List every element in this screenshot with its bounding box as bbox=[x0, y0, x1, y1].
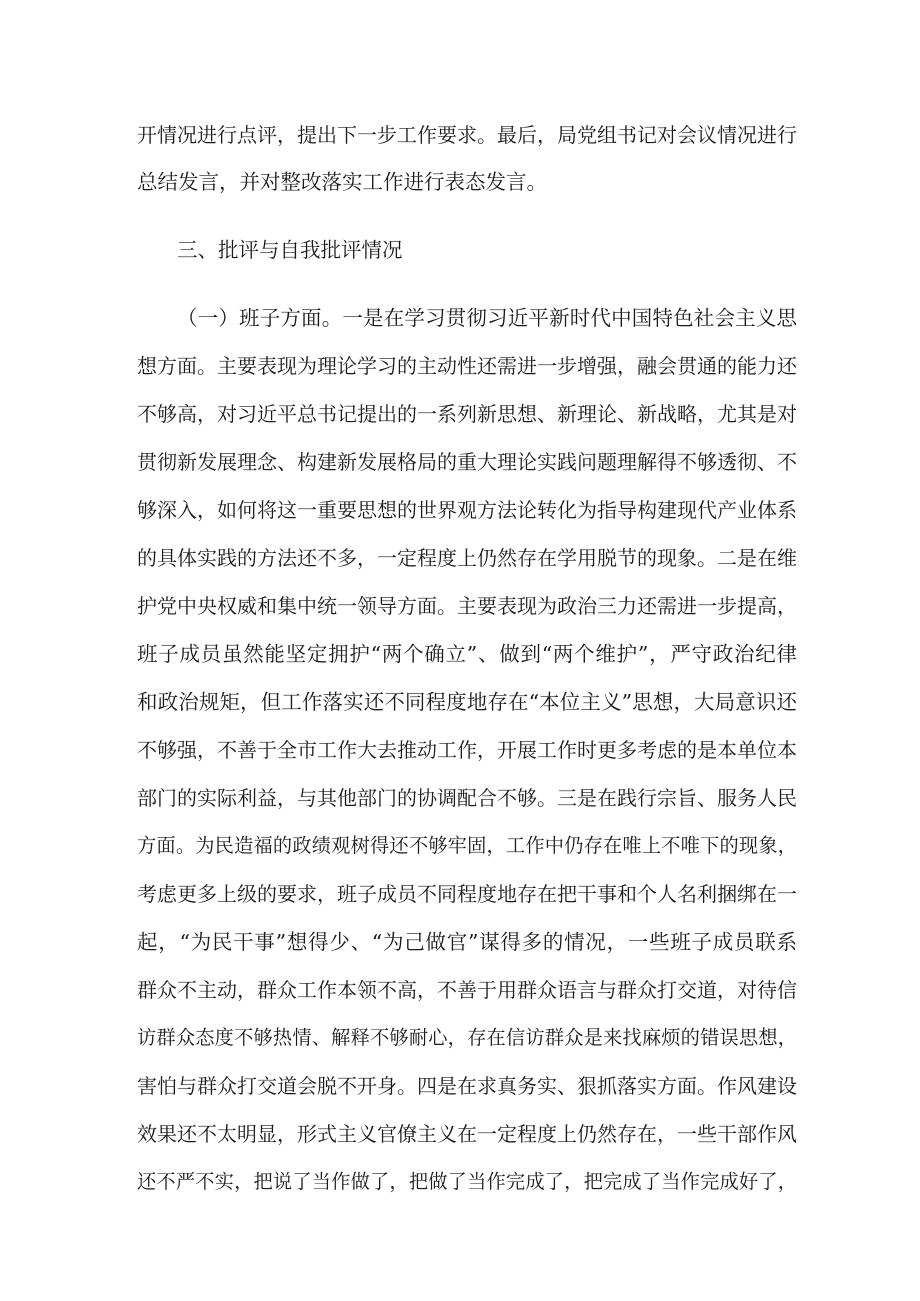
paragraph-2-line-17: 害怕与群众打交道会脱不开身。四是在求真务实、狠抓落实方面。作风建设 bbox=[137, 1074, 797, 1098]
paragraph-2-line-11: 部门的实际利益，与其他部门的协调配合不够。三是在践行宗旨、服务人民 bbox=[137, 786, 797, 810]
paragraph-2-line-15: 群众不主动，群众工作本领不高，不善于用群众语言与群众打交道，对待信 bbox=[137, 978, 797, 1002]
paragraph-1-line-1: 开情况进行点评，提出下一步工作要求。最后，局党组书记对会议情况进行 bbox=[137, 123, 797, 147]
paragraph-2-line-19: 还不严不实，把说了当作做了，把做了当作完成了，把完成了当作完成好了， bbox=[137, 1170, 797, 1193]
paragraph-2-line-6: 的具体实践的方法还不多，一定程度上仍然存在学用脱节的现象。二是在维 bbox=[137, 546, 797, 570]
paragraph-2-line-5: 够深入，如何将这一重要思想的世界观方法论转化为指导构建现代产业体系 bbox=[137, 498, 797, 522]
paragraph-2-line-3: 不够高，对习近平总书记提出的一系列新思想、新理论、新战略，尤其是对 bbox=[137, 402, 797, 426]
paragraph-2-line-12: 方面。为民造福的政绩观树得还不够牢固，工作中仍存在唯上不唯下的现象， bbox=[137, 834, 797, 857]
paragraph-2-line-2: 想方面。主要表现为理论学习的主动性还需进一步增强，融会贯通的能力还 bbox=[137, 354, 797, 378]
paragraph-2-line-16: 访群众态度不够热情、解释不够耐心，存在信访群众是来找麻烦的错误思想， bbox=[137, 1026, 797, 1049]
section-heading: 三、批评与自我批评情况 bbox=[177, 238, 403, 262]
paragraph-2-line-13: 考虑更多上级的要求，班子成员不同程度地存在把干事和个人名利捆绑在一 bbox=[137, 882, 797, 906]
paragraph-2-line-14: 起，“为民干事”想得少、“为己做官”谋得多的情况，一些班子成员联系 bbox=[137, 930, 797, 954]
paragraph-2-line-4: 贯彻新发展理念、构建新发展格局的重大理论实践问题理解得不够透彻、不 bbox=[137, 450, 797, 474]
paragraph-2-line-8: 班子成员虽然能坚定拥护“两个确立”、做到“两个维护”，严守政治纪律 bbox=[137, 642, 797, 666]
paragraph-2-line-10: 不够强，不善于全市工作大去推动工作，开展工作时更多考虑的是本单位本 bbox=[137, 738, 797, 762]
paragraph-2-line-9: 和政治规矩，但工作落实还不同程度地存在“本位主义”思想，大局意识还 bbox=[137, 690, 797, 714]
paragraph-2-line-18: 效果还不太明显，形式主义官僚主义在一定程度上仍然存在，一些干部作风 bbox=[137, 1122, 797, 1146]
paragraph-1-line-2: 总结发言，并对整改落实工作进行表态发言。 bbox=[137, 170, 547, 194]
paragraph-2-line-7: 护党中央权威和集中统一领导方面。主要表现为政治三力还需进一步提高， bbox=[137, 594, 797, 618]
paragraph-2-line-1: （一）班子方面。一是在学习贯彻习近平新时代中国特色社会主义思 bbox=[177, 306, 797, 330]
